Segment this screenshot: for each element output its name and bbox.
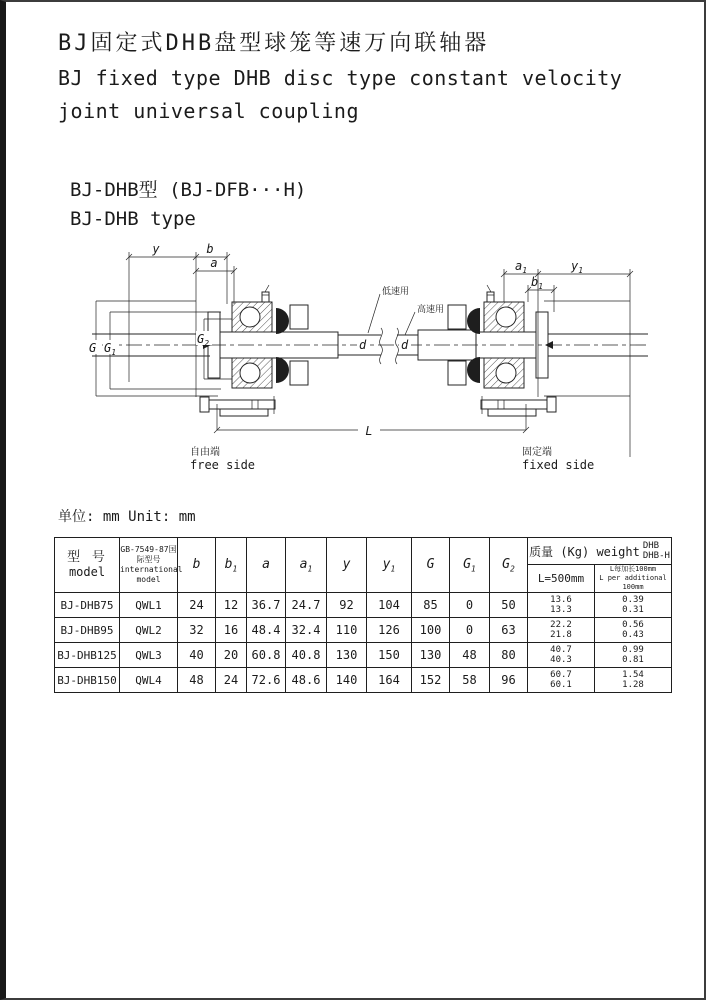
- header-y: y: [327, 538, 367, 593]
- cell: 150: [367, 643, 412, 668]
- title-english-line2: joint universal coupling: [58, 99, 359, 123]
- header-weight: 质量 (Kg) weight DHB DHB-H: [528, 538, 672, 565]
- cell: 40: [178, 643, 216, 668]
- cell-weight-l500: 22.2 21.8: [528, 618, 595, 643]
- dim-label-L: L: [365, 424, 373, 438]
- header-weight-l500: L=500mm: [528, 565, 595, 593]
- cell: 140: [327, 668, 367, 693]
- dim-label-G: G: [89, 341, 97, 355]
- cell-weight-additional: 1.54 1.28: [595, 668, 672, 693]
- header-a1: $a_1$: [286, 538, 327, 593]
- cell: 58: [450, 668, 490, 693]
- dim-label-d-right: d: [401, 338, 409, 352]
- dim-label-a: a: [210, 256, 218, 270]
- grease-nipple-icon: [487, 285, 494, 302]
- cell: 16: [216, 618, 247, 643]
- cell: 130: [412, 643, 450, 668]
- dim-label-G2: $G_2$: [197, 332, 210, 348]
- cell: 48: [450, 643, 490, 668]
- cell: 48.6: [286, 668, 327, 693]
- cell: 32: [178, 618, 216, 643]
- header-G: G: [412, 538, 450, 593]
- cell: 164: [367, 668, 412, 693]
- dim-label-d-left: d: [359, 338, 367, 352]
- fixed-side-label-en: fixed side: [522, 458, 595, 472]
- flange-bolt: [481, 396, 556, 416]
- header-a: a: [247, 538, 286, 593]
- cell-intl: QWL2: [120, 618, 178, 643]
- right-coupling-assembly: [448, 285, 556, 416]
- header-G2: $G_2$: [490, 538, 528, 593]
- free-side-label-zh: 自由端: [190, 447, 220, 458]
- cell: 48.4: [247, 618, 286, 643]
- free-side-label-en: free side: [190, 458, 256, 472]
- cell: 60.8: [247, 643, 286, 668]
- cell: 0: [450, 593, 490, 618]
- cell-weight-l500: 60.7 60.1: [528, 668, 595, 693]
- cell-model: BJ-DHB75: [55, 593, 120, 618]
- page-title: [58, 26, 622, 128]
- dim-label-y1: $y_1$: [571, 259, 584, 275]
- shaft-break-symbol: [380, 328, 399, 364]
- cell-intl: QWL1: [120, 593, 178, 618]
- coupling-technical-drawing: [6, 240, 706, 485]
- header-y1: $y_1$: [367, 538, 412, 593]
- high-speed-note: 高速用: [417, 305, 445, 315]
- cell: 152: [412, 668, 450, 693]
- dim-label-y: y: [152, 242, 160, 256]
- table-row: [55, 593, 672, 618]
- cell: 92: [327, 593, 367, 618]
- cell: 24.7: [286, 593, 327, 618]
- cell: 0: [450, 618, 490, 643]
- title-chinese: BJ固定式DHB盘型球笼等速万向联轴器: [58, 31, 490, 56]
- header-model: 型 号 model: [55, 538, 120, 593]
- cell-weight-l500: 40.7 40.3: [528, 643, 595, 668]
- unit-note: 单位: mm Unit: mm: [58, 509, 196, 525]
- cell-intl: QWL4: [120, 668, 178, 693]
- low-speed-note: 低速用: [382, 287, 410, 297]
- cell: 126: [367, 618, 412, 643]
- title-english-line1: BJ fixed type DHB disc type constant velocity: [58, 66, 623, 90]
- cell-weight-additional: 0.99 0.81: [595, 643, 672, 668]
- cell: 24: [216, 668, 247, 693]
- model-zh: BJ-DHB型 (BJ-DFB···H): [70, 179, 307, 201]
- cell: 130: [327, 643, 367, 668]
- cell: 85: [412, 593, 450, 618]
- header-b: b: [178, 538, 216, 593]
- cell: 72.6: [247, 668, 286, 693]
- cell-weight-additional: 0.56 0.43: [595, 618, 672, 643]
- table-row: [55, 618, 672, 643]
- cell: 96: [490, 668, 528, 693]
- cell: 24: [178, 593, 216, 618]
- cell-weight-l500: 13.6 13.3: [528, 593, 595, 618]
- cell: 104: [367, 593, 412, 618]
- cell: 32.4: [286, 618, 327, 643]
- cell: 110: [327, 618, 367, 643]
- cell-intl: QWL3: [120, 643, 178, 668]
- dim-label-b1: $b_1$: [531, 275, 544, 291]
- cell: 40.8: [286, 643, 327, 668]
- header-G1: $G_1$: [450, 538, 490, 593]
- leader-lines: [368, 294, 415, 335]
- header-international-model: GB-7549-87国际型号 international model: [120, 538, 178, 593]
- flange-bolt: [200, 396, 275, 416]
- cell: 12: [216, 593, 247, 618]
- section-arrow-icon: [545, 341, 553, 349]
- spec-table: [54, 537, 672, 693]
- header-weight-additional: L每加长100mm L per additional 100mm: [595, 565, 672, 593]
- cell-model: BJ-DHB125: [55, 643, 120, 668]
- cell: 20: [216, 643, 247, 668]
- model-en: BJ-DHB type: [70, 208, 196, 230]
- model-designation: [70, 176, 306, 234]
- cell-model: BJ-DHB150: [55, 668, 120, 693]
- header-b1: $b_1$: [216, 538, 247, 593]
- table-row: [55, 668, 672, 693]
- dim-label-G1: $G_1$: [104, 341, 117, 357]
- cell: 100: [412, 618, 450, 643]
- dim-label-b: b: [206, 242, 214, 256]
- cell: 63: [490, 618, 528, 643]
- fixed-side-label-zh: 固定端: [522, 447, 552, 458]
- grease-nipple-icon: [262, 285, 269, 302]
- cell-model: BJ-DHB95: [55, 618, 120, 643]
- cell-weight-additional: 0.39 0.31: [595, 593, 672, 618]
- dim-label-a1: $a_1$: [515, 259, 528, 275]
- cell: 50: [490, 593, 528, 618]
- cell: 80: [490, 643, 528, 668]
- cell: 36.7: [247, 593, 286, 618]
- table-row: [55, 643, 672, 668]
- cell: 48: [178, 668, 216, 693]
